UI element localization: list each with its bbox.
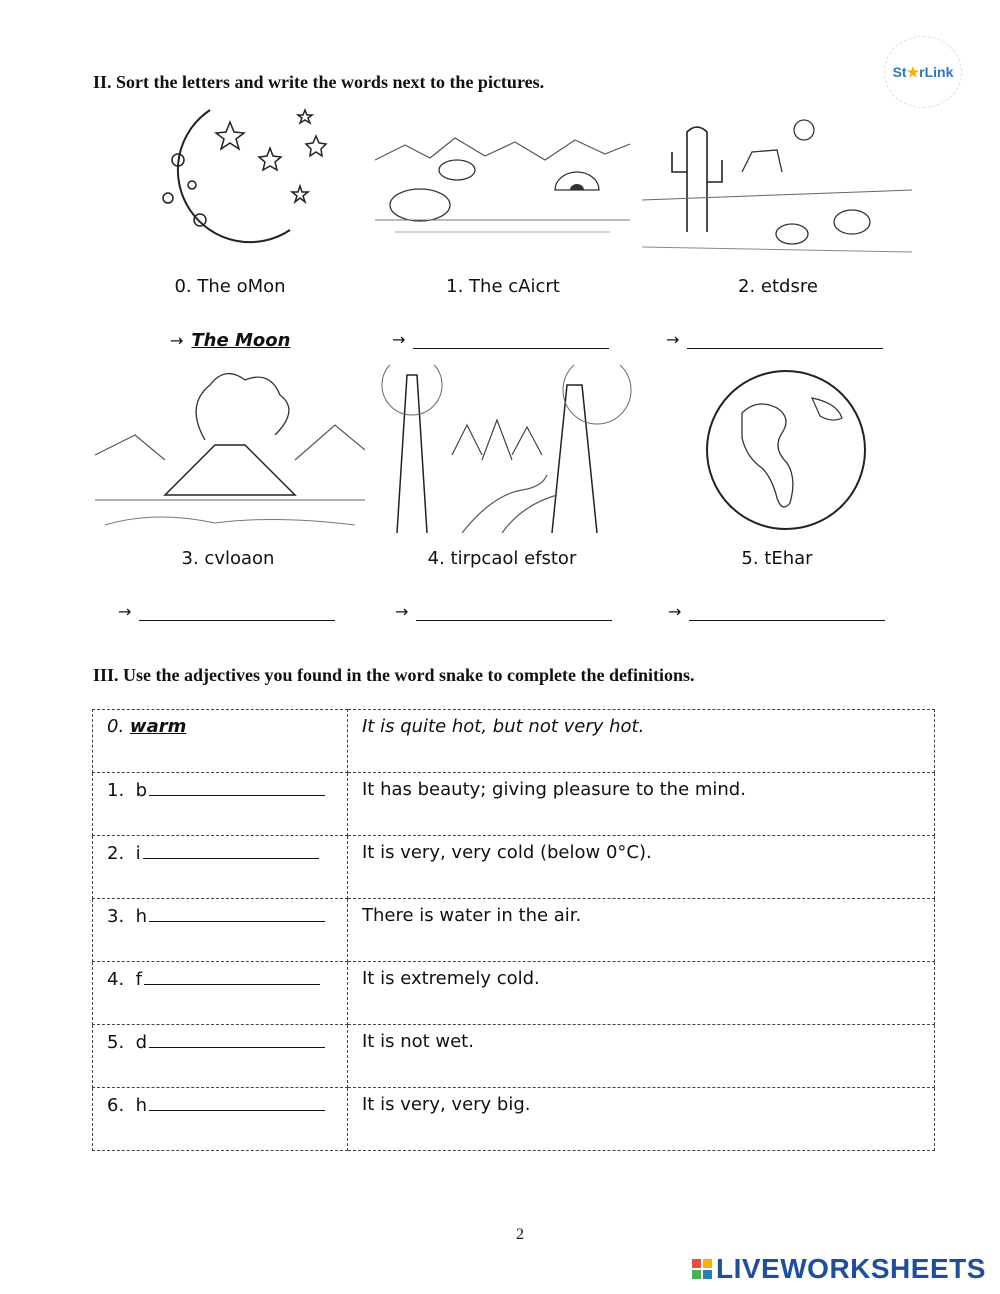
- caption-5: 5. tEhar: [741, 548, 813, 569]
- definition-cell: It is very, very cold (below 0°C).: [348, 836, 935, 899]
- desert-scene-picture: [642, 112, 912, 262]
- arrow-icon: →: [118, 602, 132, 621]
- word-cell[interactable]: 5. d: [93, 1025, 348, 1088]
- arrow-icon: →: [170, 331, 184, 350]
- section-3-title: III. Use the adjectives you found in the word snake to complete the definitions.: [93, 665, 695, 685]
- arrow-icon: →: [668, 602, 682, 621]
- earth-globe-picture: [702, 368, 870, 532]
- definitions-table: [92, 709, 935, 1151]
- example-answer: The Moon: [191, 330, 291, 351]
- answer-1[interactable]: [392, 330, 609, 349]
- starlink-logo: St ★ rLink: [884, 36, 962, 108]
- table-row: [93, 773, 935, 836]
- answer-2-blank[interactable]: [687, 330, 883, 349]
- definition-cell: It is very, very big.: [348, 1088, 935, 1151]
- answer-3[interactable]: [118, 602, 335, 621]
- volcano-scene-picture: [95, 365, 365, 533]
- answer-5[interactable]: [668, 602, 885, 621]
- caption-4: 4. tirpcaol efstor: [427, 548, 577, 569]
- brand-name: LIVEWORKSHEETS: [716, 1253, 986, 1284]
- table-row: [93, 899, 935, 962]
- word-blank[interactable]: [149, 779, 325, 796]
- definition-cell: It has beauty; giving pleasure to the mind.: [348, 773, 935, 836]
- definition-cell: It is not wet.: [348, 1025, 935, 1088]
- word-cell: 0. warm: [93, 710, 348, 773]
- liveworksheets-blocks-icon: [692, 1259, 712, 1279]
- liveworksheets-logo: [692, 1253, 986, 1285]
- table-row: [93, 962, 935, 1025]
- table-row: [93, 836, 935, 899]
- answer-2[interactable]: [666, 330, 883, 349]
- caption-2: 2. etdsre: [738, 276, 818, 297]
- word-blank[interactable]: [149, 1094, 325, 1111]
- word-cell[interactable]: 3. h: [93, 899, 348, 962]
- table-row: [93, 1088, 935, 1151]
- forest-scene-picture: [372, 365, 637, 533]
- word-cell[interactable]: 1. b: [93, 773, 348, 836]
- caption-3: 3. cvloaon: [181, 548, 275, 569]
- arrow-icon: →: [395, 602, 409, 621]
- caption-0: 0. The oMon: [174, 276, 286, 297]
- definition-cell: It is quite hot, but not very hot.: [348, 710, 935, 773]
- definition-cell: There is water in the air.: [348, 899, 935, 962]
- caption-1: 1. The cAicrt: [446, 276, 560, 297]
- answer-1-blank[interactable]: [413, 330, 609, 349]
- table-row: [93, 1025, 935, 1088]
- answer-5-blank[interactable]: [689, 602, 885, 621]
- arrow-icon: →: [666, 330, 680, 349]
- answer-3-blank[interactable]: [139, 602, 335, 621]
- table-row: [93, 710, 935, 773]
- word-cell[interactable]: 2. i: [93, 836, 348, 899]
- word-cell[interactable]: 4. f: [93, 962, 348, 1025]
- word-blank[interactable]: [149, 1031, 325, 1048]
- word-cell[interactable]: 6. h: [93, 1088, 348, 1151]
- word-blank[interactable]: [144, 968, 320, 985]
- arrow-icon: →: [392, 330, 406, 349]
- answer-0: [170, 330, 290, 351]
- moon-and-stars-picture: [130, 100, 330, 260]
- arctic-scene-picture: [375, 120, 630, 240]
- word-blank[interactable]: [143, 842, 319, 859]
- page-number: 2: [516, 1226, 524, 1243]
- word-blank[interactable]: [149, 905, 325, 922]
- answer-4-blank[interactable]: [416, 602, 612, 621]
- definition-cell: It is extremely cold.: [348, 962, 935, 1025]
- section-2-title: II. Sort the letters and write the words next to the pictures.: [93, 72, 545, 92]
- answer-4[interactable]: [395, 602, 612, 621]
